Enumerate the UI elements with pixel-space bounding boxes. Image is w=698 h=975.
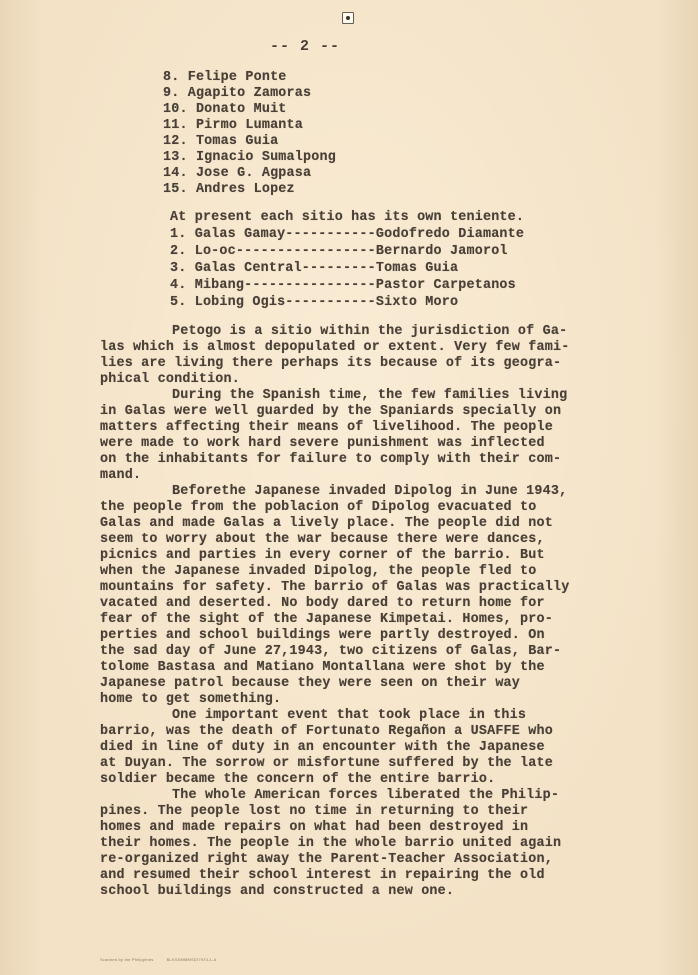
names-list-item: 8. Felipe Ponte bbox=[163, 70, 287, 85]
body-line: were made to work hard severe punishment was inflected bbox=[100, 436, 545, 451]
body-line: matters affecting their means of livelihood. The people bbox=[100, 420, 553, 435]
body-line: Beforethe Japanese invaded Dipolog in June 1943, bbox=[172, 484, 568, 499]
body-line: seem to worry about the war because there were dances, bbox=[100, 532, 545, 547]
body-line: died in line of duty in an encounter with the Japanese bbox=[100, 740, 545, 755]
body-line: fear of the sight of the Japanese Kimpetai. Homes, pro- bbox=[100, 612, 553, 627]
body-line: lies are living there perhaps its because of its geogra- bbox=[100, 356, 562, 371]
body-line: Petogo is a sitio within the jurisdiction of Ga- bbox=[172, 324, 568, 339]
body-line: barrio, was the death of Fortunato Regañon a USAFFE who bbox=[100, 724, 553, 739]
body-line: phical condition. bbox=[100, 372, 241, 387]
names-list-item: 15. Andres Lopez bbox=[163, 182, 295, 197]
body-line: home to get something. bbox=[100, 692, 282, 707]
teniente-list-item: 3. Galas Central---------Tomas Guia bbox=[170, 261, 459, 276]
body-line: tolome Bastasa and Matiano Montallana were shot by the bbox=[100, 660, 545, 675]
teniente-list-item: 5. Lobing Ogis-----------Sixto Moro bbox=[170, 295, 459, 310]
names-list-item: 12. Tomas Guia bbox=[163, 134, 279, 149]
body-line: Japanese patrol because they were seen on their way bbox=[100, 676, 521, 691]
names-list-item: 9. Agapito Zamoras bbox=[163, 86, 312, 101]
body-line: when the Japanese invaded Dipolog, the people fled to bbox=[100, 564, 537, 579]
names-list-item: 10. Donato Muit bbox=[163, 102, 287, 117]
teniente-list-item: 1. Galas Gamay-----------Godofredo Diamante bbox=[170, 227, 525, 242]
binder-hole-icon bbox=[342, 12, 354, 24]
page-number: -- 2 -- bbox=[270, 38, 341, 55]
body-line: mand. bbox=[100, 468, 142, 483]
body-line: school buildings and constructed a new one. bbox=[100, 884, 455, 899]
body-line: soldier became the concern of the entire barrio. bbox=[100, 772, 496, 787]
body-line: re-organized right away the Parent-Teacher Association, bbox=[100, 852, 553, 867]
body-line: and resumed their school interest in repairing the old bbox=[100, 868, 545, 883]
names-list-item: 11. Pirmo Lumanta bbox=[163, 118, 304, 133]
body-line: at Duyan. The sorrow or misfortune suffered by the late bbox=[100, 756, 553, 771]
body-line: homes and made repairs on what had been destroyed in bbox=[100, 820, 529, 835]
scan-footer: Scanned by the Philippines BLKSSMMMSDI7974-1-A bbox=[100, 957, 217, 962]
body-line: pines. The people lost no time in returning to their bbox=[100, 804, 529, 819]
body-line: picnics and parties in every corner of the barrio. But bbox=[100, 548, 545, 563]
teniente-intro: At present each sitio has its own teniente. bbox=[170, 210, 525, 225]
body-line: in Galas were well guarded by the Spaniards specially on bbox=[100, 404, 562, 419]
teniente-list-item: 2. Lo-oc-----------------Bernardo Jamorol bbox=[170, 244, 508, 259]
body-line: Galas and made Galas a lively place. The people did not bbox=[100, 516, 553, 531]
body-line: the people from the poblacion of Dipolog evacuated to bbox=[100, 500, 537, 515]
teniente-list-item: 4. Mibang----------------Pastor Carpetanos bbox=[170, 278, 516, 293]
binder-hole-dot bbox=[346, 16, 350, 20]
body-line: During the Spanish time, the few families living bbox=[172, 388, 568, 403]
names-list-item: 14. Jose G. Agpasa bbox=[163, 166, 312, 181]
body-line: their homes. The people in the whole barrio united again bbox=[100, 836, 562, 851]
body-line: mountains for safety. The barrio of Galas was practically bbox=[100, 580, 570, 595]
body-line: vacated and deserted. No body dared to return home for bbox=[100, 596, 545, 611]
body-line: on the inhabitants for failure to comply with their com- bbox=[100, 452, 562, 467]
body-line: perties and school buildings were partly destroyed. On bbox=[100, 628, 545, 643]
body-line: One important event that took place in this bbox=[172, 708, 527, 723]
body-line: las which is almost depopulated or extent. Very few fami- bbox=[100, 340, 570, 355]
names-list-item: 13. Ignacio Sumalpong bbox=[163, 150, 336, 165]
body-line: The whole American forces liberated the Philip- bbox=[172, 788, 560, 803]
body-line: the sad day of June 27,1943, two citizens of Galas, Bar- bbox=[100, 644, 562, 659]
